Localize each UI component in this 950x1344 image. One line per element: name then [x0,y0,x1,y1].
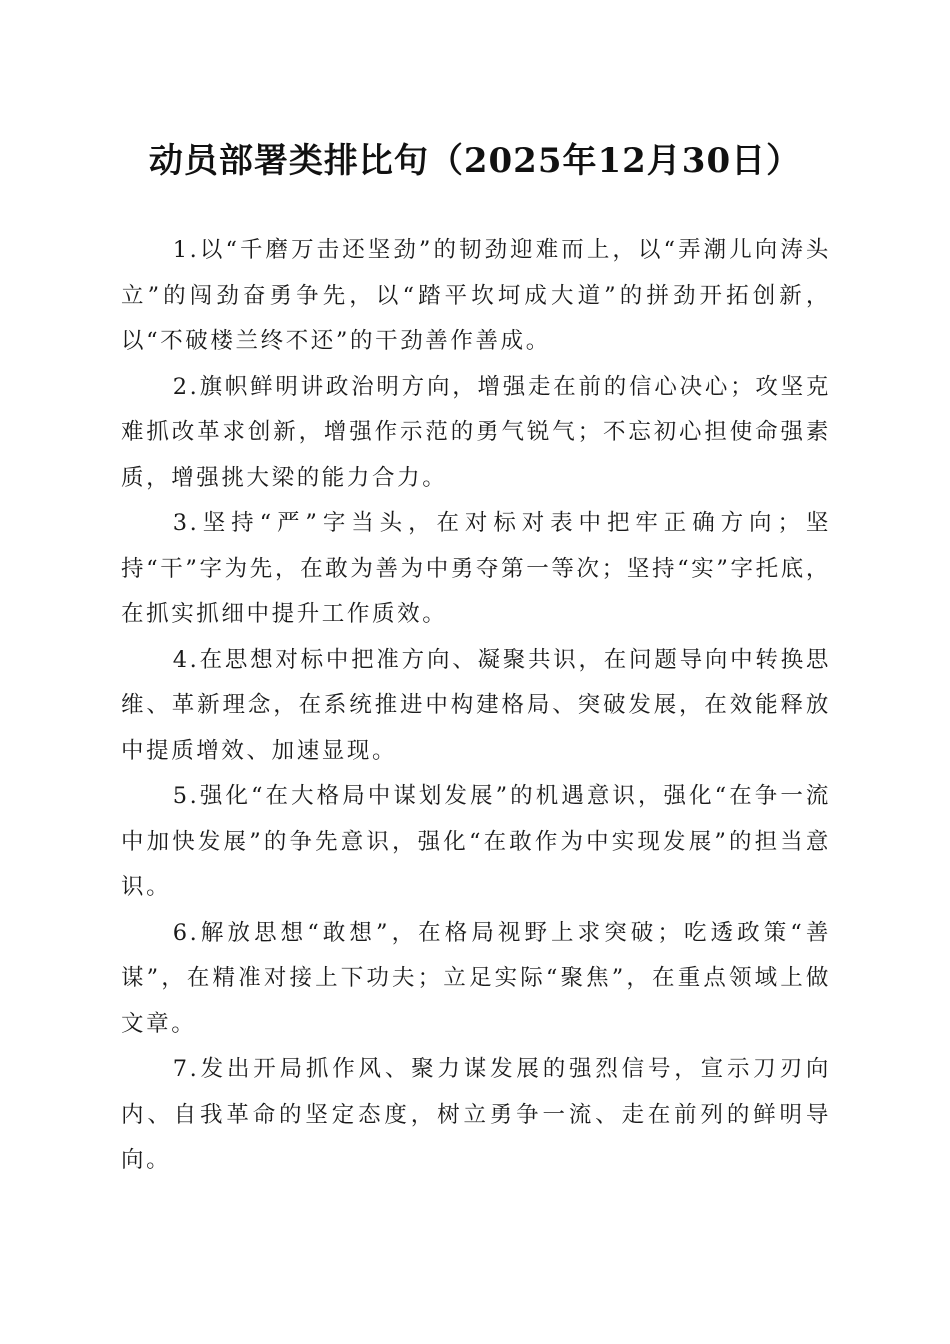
paragraph-7: 7.发出开局抓作风、聚力谋发展的强烈信号，宣示刀刃向内、自我革命的坚定态度，树立勇争一流、走在前列的鲜明导向。 [121,1056,831,1173]
paragraph-4: 4.在思想对标中把准方向、凝聚共识，在问题导向中转换思维、革新理念，在系统推进中构建格局、突破发展，在效能释放中提质增效、加速显现。 [121,646,831,764]
paragraph-6: 6.解放思想“敢想”，在格局视野上求突破；吃透政策“善谋”，在精准对接上下功夫；立足实际“聚焦”，在重点领域上做文章。 [121,919,831,1037]
document-body [121,228,831,1184]
paragraph-2: 2.旗帜鲜明讲政治明方向，增强走在前的信心决心；攻坚克难抓改革求创新，增强作示范的勇气锐气；不忘初心担使命强素质，增强挑大梁的能力合力。 [121,373,831,491]
paragraph-1: 1.以“千磨万击还坚劲”的韧劲迎难而上，以“弄潮儿向涛头立”的闯劲奋勇争先，以“踏平坎坷成大道”的拼劲开拓创新，以“不破楼兰终不还”的干劲善作善成。 [121,237,831,354]
paragraph-5: 5.强化“在大格局中谋划发展”的机遇意识，强化“在争一流中加快发展”的争先意识，强化“在敢作为中实现发展”的担当意识。 [121,783,831,900]
paragraph-3: 3.坚持“严”字当头，在对标对表中把牢正确方向；坚持“干”字为先，在敢为善为中勇夺第一等次；坚持“实”字托底，在抓实抓细中提升工作质效。 [121,510,831,627]
page-title: 动员部署类排比句（2025年12月30日） [148,141,802,181]
